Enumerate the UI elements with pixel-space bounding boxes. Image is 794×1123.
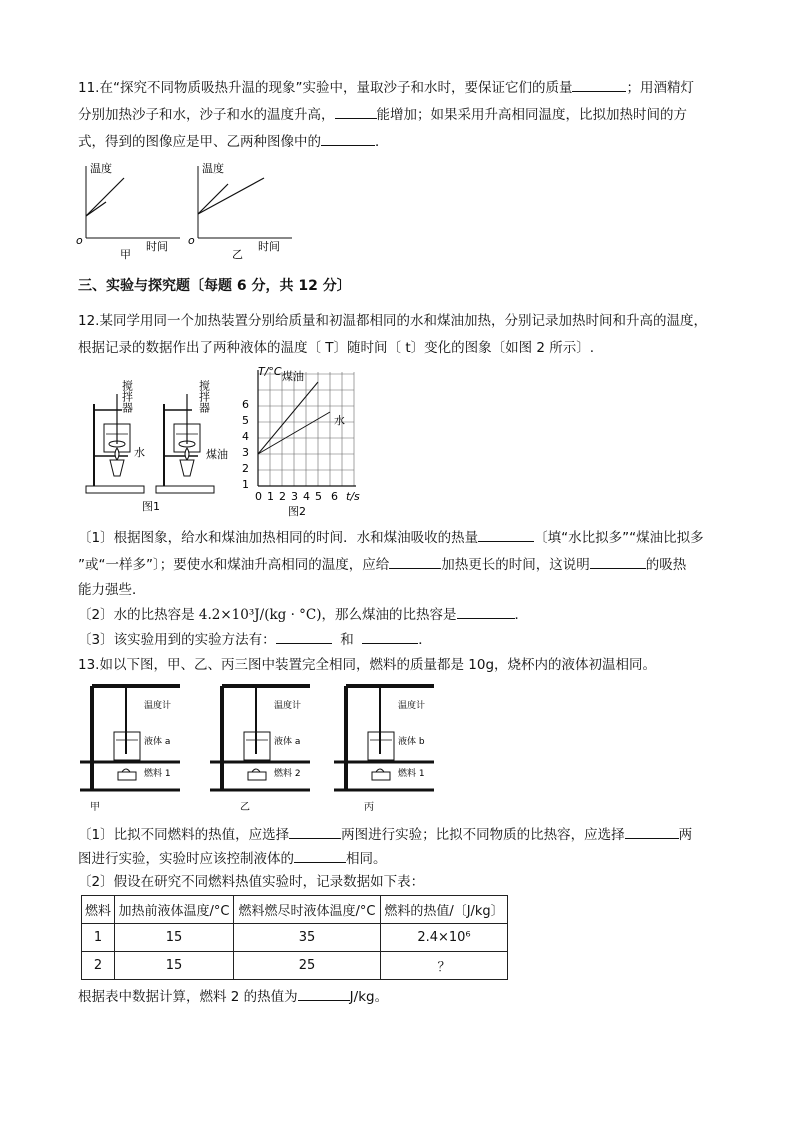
table-cell: 15 bbox=[115, 952, 234, 980]
q11-jia-xlabel: 时间 bbox=[146, 240, 168, 253]
table-header-row bbox=[82, 896, 508, 924]
fig2-water-label: 水 bbox=[334, 414, 345, 427]
fig2-ytick-4: 4 bbox=[242, 430, 249, 443]
setup-yi-fuel-label: 燃料 2 bbox=[274, 769, 301, 779]
q12-part1-line-1: 〔1〕根据图象，给水和煤油加热相同的时间．水和煤油吸收的热量 〔填“水比拟多”“煤油比拟多 bbox=[78, 527, 704, 548]
fig2-xtick-5: 5 bbox=[315, 490, 322, 503]
q11-yi-caption: 乙 bbox=[232, 248, 243, 261]
fig2-ytick-1: 1 bbox=[242, 478, 249, 491]
q11-graph-jia bbox=[74, 158, 184, 268]
fig1-kerosene-label: 煤油 bbox=[206, 448, 228, 461]
fig2-grid bbox=[258, 372, 354, 486]
fig1-stirrer-label-1: 搅拌器 bbox=[120, 380, 134, 413]
q13-setups bbox=[80, 678, 460, 818]
fig2-caption: 图2 bbox=[288, 505, 306, 518]
table-header: 加热前液体温度/°C bbox=[115, 896, 234, 924]
q11-yi-origin: o bbox=[188, 234, 195, 247]
fig1-water-label: 水 bbox=[134, 446, 145, 459]
setup-bing-liquid-label: 液体 b bbox=[398, 737, 425, 747]
q12-part1-line-3: 能力强些． bbox=[78, 582, 146, 598]
q11-jia-caption: 甲 bbox=[120, 248, 131, 261]
q11-blank-1[interactable] bbox=[572, 77, 626, 92]
table-header: 燃料燃尽时液体温度/°C bbox=[234, 896, 381, 924]
q11-line-3: 式，得到的图像应是甲、乙两种图像中的 ． bbox=[78, 131, 389, 152]
setup-jia-caption: 甲 bbox=[90, 802, 100, 813]
fig2-xtick-0: 0 bbox=[255, 490, 262, 503]
fig2-xtick-1: 1 bbox=[267, 490, 274, 503]
q12-blank-2[interactable] bbox=[389, 554, 441, 569]
q12-line-1: 12.某同学用同一个加热装置分别给质量和初温都相同的水和煤油加热，分别记录加热时间和升高的温度， bbox=[78, 313, 707, 329]
setup-jia-thermo-label: 温度计 bbox=[144, 701, 172, 711]
q11-line-2: 分别加热沙子和水，沙子和水的温度升高， 能增加；如果采用升高相同温度，比拟加热时间的方 bbox=[78, 104, 687, 125]
fig2-xtick-6: 6 bbox=[331, 490, 338, 503]
q11-jia-origin: o bbox=[76, 234, 83, 247]
q12-part2-line: 〔2〕水的比热容是 4.2×10³J/(kg · °C)，那么煤油的比热容是 ． bbox=[78, 604, 528, 625]
q13-part1-line-1: 〔1〕比拟不同燃料的热值，应选择 两图进行实验；比拟不同物质的比热容，应选择 两 bbox=[78, 824, 692, 845]
q11-blank-2[interactable] bbox=[335, 104, 377, 119]
fig2-xtick-4: 4 bbox=[303, 490, 310, 503]
setup-jia-liquid-label: 液体 a bbox=[144, 737, 171, 747]
fig2-xtick-3: 3 bbox=[291, 490, 298, 503]
fig2-xlabel: t/s bbox=[346, 490, 360, 503]
fig2-ytick-3: 3 bbox=[242, 446, 249, 459]
q13-part1-line-2: 图进行实验，实验时应该控制液体的 相同。 bbox=[78, 848, 387, 869]
fig2-ytick-2: 2 bbox=[242, 462, 249, 475]
q12-fig1-apparatus bbox=[82, 364, 242, 516]
table-row bbox=[82, 952, 508, 980]
table-cell: 2.4×10⁶ bbox=[381, 924, 508, 952]
q12-part3-line: 〔3〕该实验用到的实验方法有： 和 ． bbox=[78, 629, 432, 650]
fig2-xtick-2: 2 bbox=[279, 490, 286, 503]
setup-jia-fuel-label: 燃料 1 bbox=[144, 769, 171, 779]
table-cell: 15 bbox=[115, 924, 234, 952]
setup-yi-thermo-label: 温度计 bbox=[274, 701, 302, 711]
q12-blank-6[interactable] bbox=[362, 629, 418, 644]
table-row bbox=[82, 924, 508, 952]
q12-blank-4[interactable] bbox=[457, 604, 515, 619]
table-cell: 1 bbox=[82, 924, 115, 952]
setup-jia bbox=[80, 686, 180, 813]
q13-part2-line: 〔2〕假设在研究不同燃料热值实验时，记录数据如下表： bbox=[78, 874, 425, 890]
q12-fig2-graph bbox=[238, 362, 368, 518]
setup-yi bbox=[210, 686, 310, 813]
setup-yi-caption: 乙 bbox=[240, 802, 250, 813]
q11-graph-yi bbox=[186, 158, 296, 268]
setup-bing-caption: 丙 bbox=[364, 802, 374, 813]
q11-jia-ylabel: 温度 bbox=[90, 162, 112, 175]
q11-blank-3[interactable] bbox=[321, 131, 375, 146]
q13-blank-1[interactable] bbox=[289, 824, 341, 839]
fig2-kerosene-label: 煤油 bbox=[282, 370, 304, 383]
q11-yi-ylabel: 温度 bbox=[202, 162, 224, 175]
setup-bing-thermo-label: 温度计 bbox=[398, 701, 426, 711]
q11-yi-xlabel: 时间 bbox=[258, 240, 280, 253]
table-cell: 35 bbox=[234, 924, 381, 952]
fig2-ylabel: T/°C bbox=[258, 365, 282, 378]
section-title: 三、实验与探究题〔每题 6 分，共 12 分〕 bbox=[78, 278, 351, 294]
q11-line-1: 11.在“探究不同物质吸热升温的现象”实验中，量取沙子和水时，要保证它们的质量 ；用酒精灯 bbox=[78, 77, 694, 98]
q13-blank-3[interactable] bbox=[294, 848, 346, 863]
fuel-data-table bbox=[81, 895, 508, 980]
fig2-ytick-5: 5 bbox=[242, 414, 249, 427]
fig2-kerosene-line bbox=[258, 382, 318, 454]
q13-line-1: 13.如以下图，甲、乙、丙三图中装置完全相同，燃料的质量都是 10g，烧杯内的液体初温相同。 bbox=[78, 657, 657, 673]
q12-blank-3[interactable] bbox=[590, 554, 646, 569]
setup-yi-liquid-label: 液体 a bbox=[274, 737, 301, 747]
setup-bing-fuel-label: 燃料 1 bbox=[398, 769, 425, 779]
table-header: 燃料 bbox=[82, 896, 115, 924]
q12-blank-5[interactable] bbox=[276, 629, 332, 644]
fig1-caption: 图1 bbox=[142, 500, 160, 513]
fig1-stirrer-label-2: 搅拌器 bbox=[197, 380, 211, 413]
setup-bing bbox=[334, 686, 434, 813]
q12-line-2: 根据记录的数据作出了两种液体的温度〔 T〕随时间〔 t〕变化的图象〔如图 2 所示〕. bbox=[78, 340, 595, 356]
table-cell: 25 bbox=[234, 952, 381, 980]
q13-part3-line: 根据表中数据计算，燃料 2 的热值为 J/kg。 bbox=[78, 986, 388, 1007]
q12-blank-1[interactable] bbox=[478, 527, 534, 542]
q13-blank-2[interactable] bbox=[625, 824, 679, 839]
table-header: 燃料的热值/〔J/kg〕 bbox=[381, 896, 508, 924]
q13-blank-4[interactable] bbox=[298, 986, 350, 1001]
fig2-ytick-6: 6 bbox=[242, 398, 249, 411]
table-cell: 2 bbox=[82, 952, 115, 980]
q12-part1-line-2: ”或“一样多”〕；要使水和煤油升高相同的温度，应给 加热更长的时间，这说明 的吸热 bbox=[78, 554, 686, 575]
table-cell: ？ bbox=[381, 952, 508, 980]
